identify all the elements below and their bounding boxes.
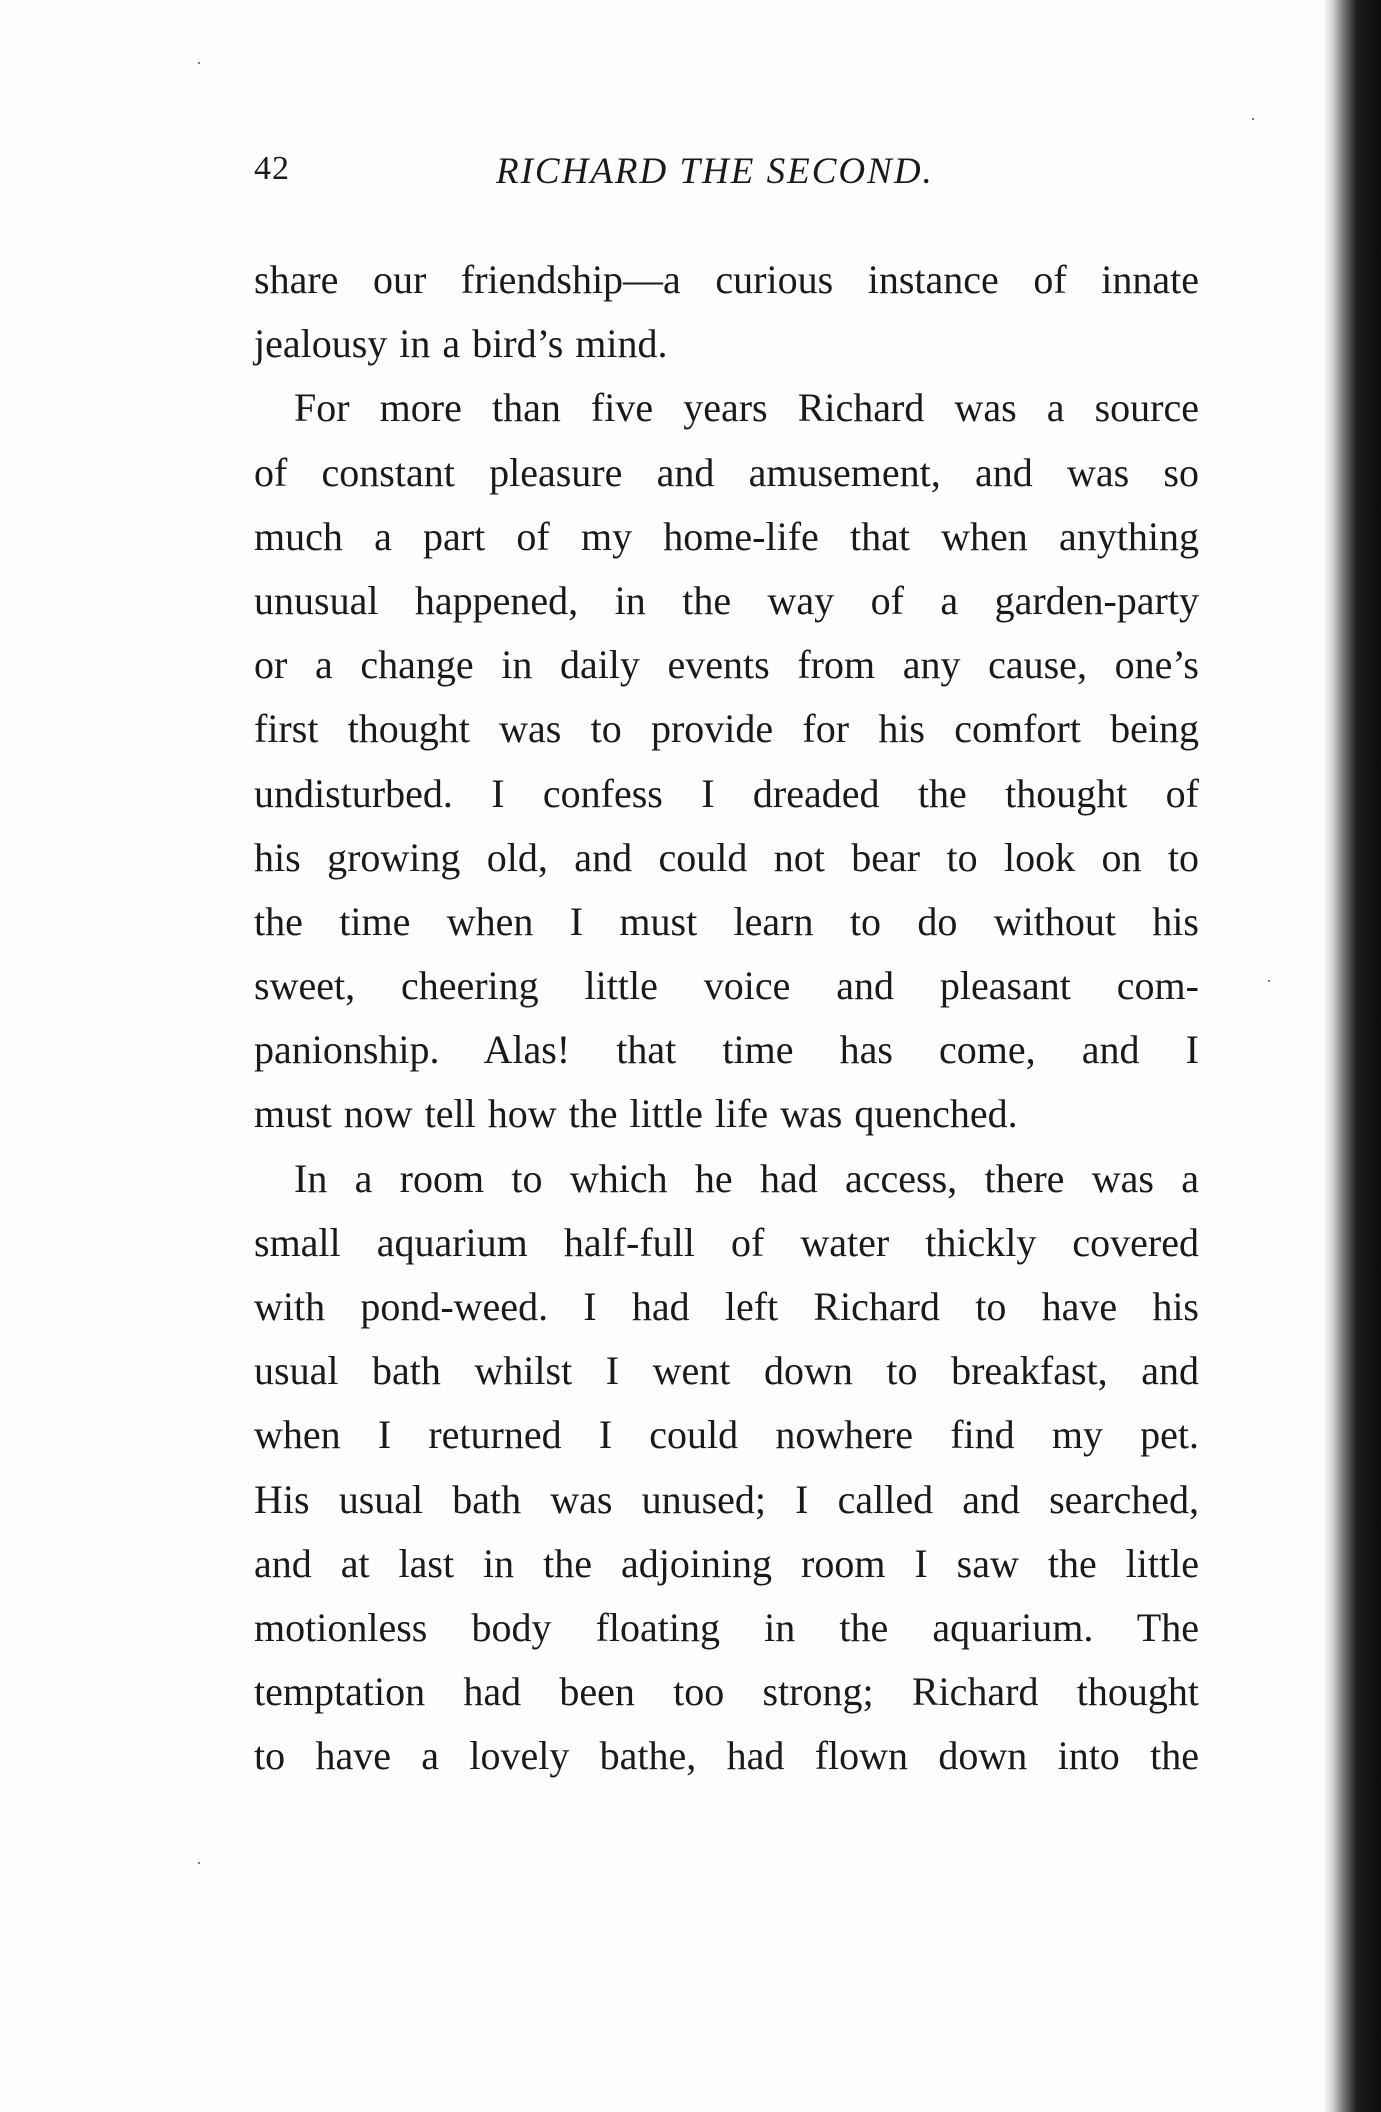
- running-title: RICHARD THE SECOND.: [496, 151, 934, 192]
- text-line: much a part of my home-life that when anything: [254, 513, 1199, 559]
- text-line: motionless body floating in the aquarium. The: [254, 1604, 1199, 1650]
- text-line: his growing old, and could not bear to look on to: [254, 834, 1199, 880]
- paper-speck: [1252, 118, 1254, 120]
- text-line: small aquarium half-full of water thickly covered: [254, 1219, 1199, 1265]
- text-line: or a change in daily events from any cause, one’s: [254, 642, 1199, 688]
- text-line: sweet, cheering little voice and pleasant com-: [254, 963, 1199, 1009]
- text-line: jealousy in a bird’s mind.: [254, 321, 668, 367]
- body-text: [254, 248, 1199, 1789]
- text-line: undisturbed. I confess I dreaded the thought of: [254, 770, 1199, 816]
- text-line: temptation had been too strong; Richard thought: [254, 1669, 1199, 1715]
- paper-speck: [1268, 980, 1270, 982]
- paper-speck: [198, 62, 200, 64]
- text-line: the time when I must learn to do without his: [254, 898, 1199, 944]
- text-line: of constant pleasure and amusement, and was so: [254, 449, 1199, 495]
- page-header: [254, 150, 1214, 200]
- text-line: first thought was to provide for his comfort being: [254, 706, 1199, 752]
- text-line: panionship. Alas! that time has come, and I: [254, 1027, 1199, 1073]
- paper-speck: [198, 1862, 200, 1864]
- text-line: and at last in the adjoining room I saw the little: [254, 1540, 1199, 1586]
- text-line: His usual bath was unused; I called and searched,: [254, 1476, 1199, 1522]
- page-binding-edge: [1323, 0, 1381, 2112]
- text-line: In a room to which he had access, there was a: [294, 1155, 1199, 1201]
- text-line: with pond-weed. I had left Richard to have his: [254, 1284, 1199, 1329]
- text-line: when I returned I could nowhere find my pet.: [254, 1412, 1199, 1458]
- text-line: For more than five years Richard was a source: [294, 385, 1199, 431]
- text-line: to have a lovely bathe, had flown down into the: [254, 1733, 1199, 1779]
- text-line: usual bath whilst I went down to breakfast, and: [254, 1348, 1199, 1394]
- text-line: must now tell how the little life was quenched.: [254, 1091, 1018, 1137]
- page-number: 42: [254, 150, 290, 187]
- text-line: share our friendship—a curious instance of innate: [254, 257, 1199, 302]
- text-line: unusual happened, in the way of a garden-party: [254, 577, 1199, 623]
